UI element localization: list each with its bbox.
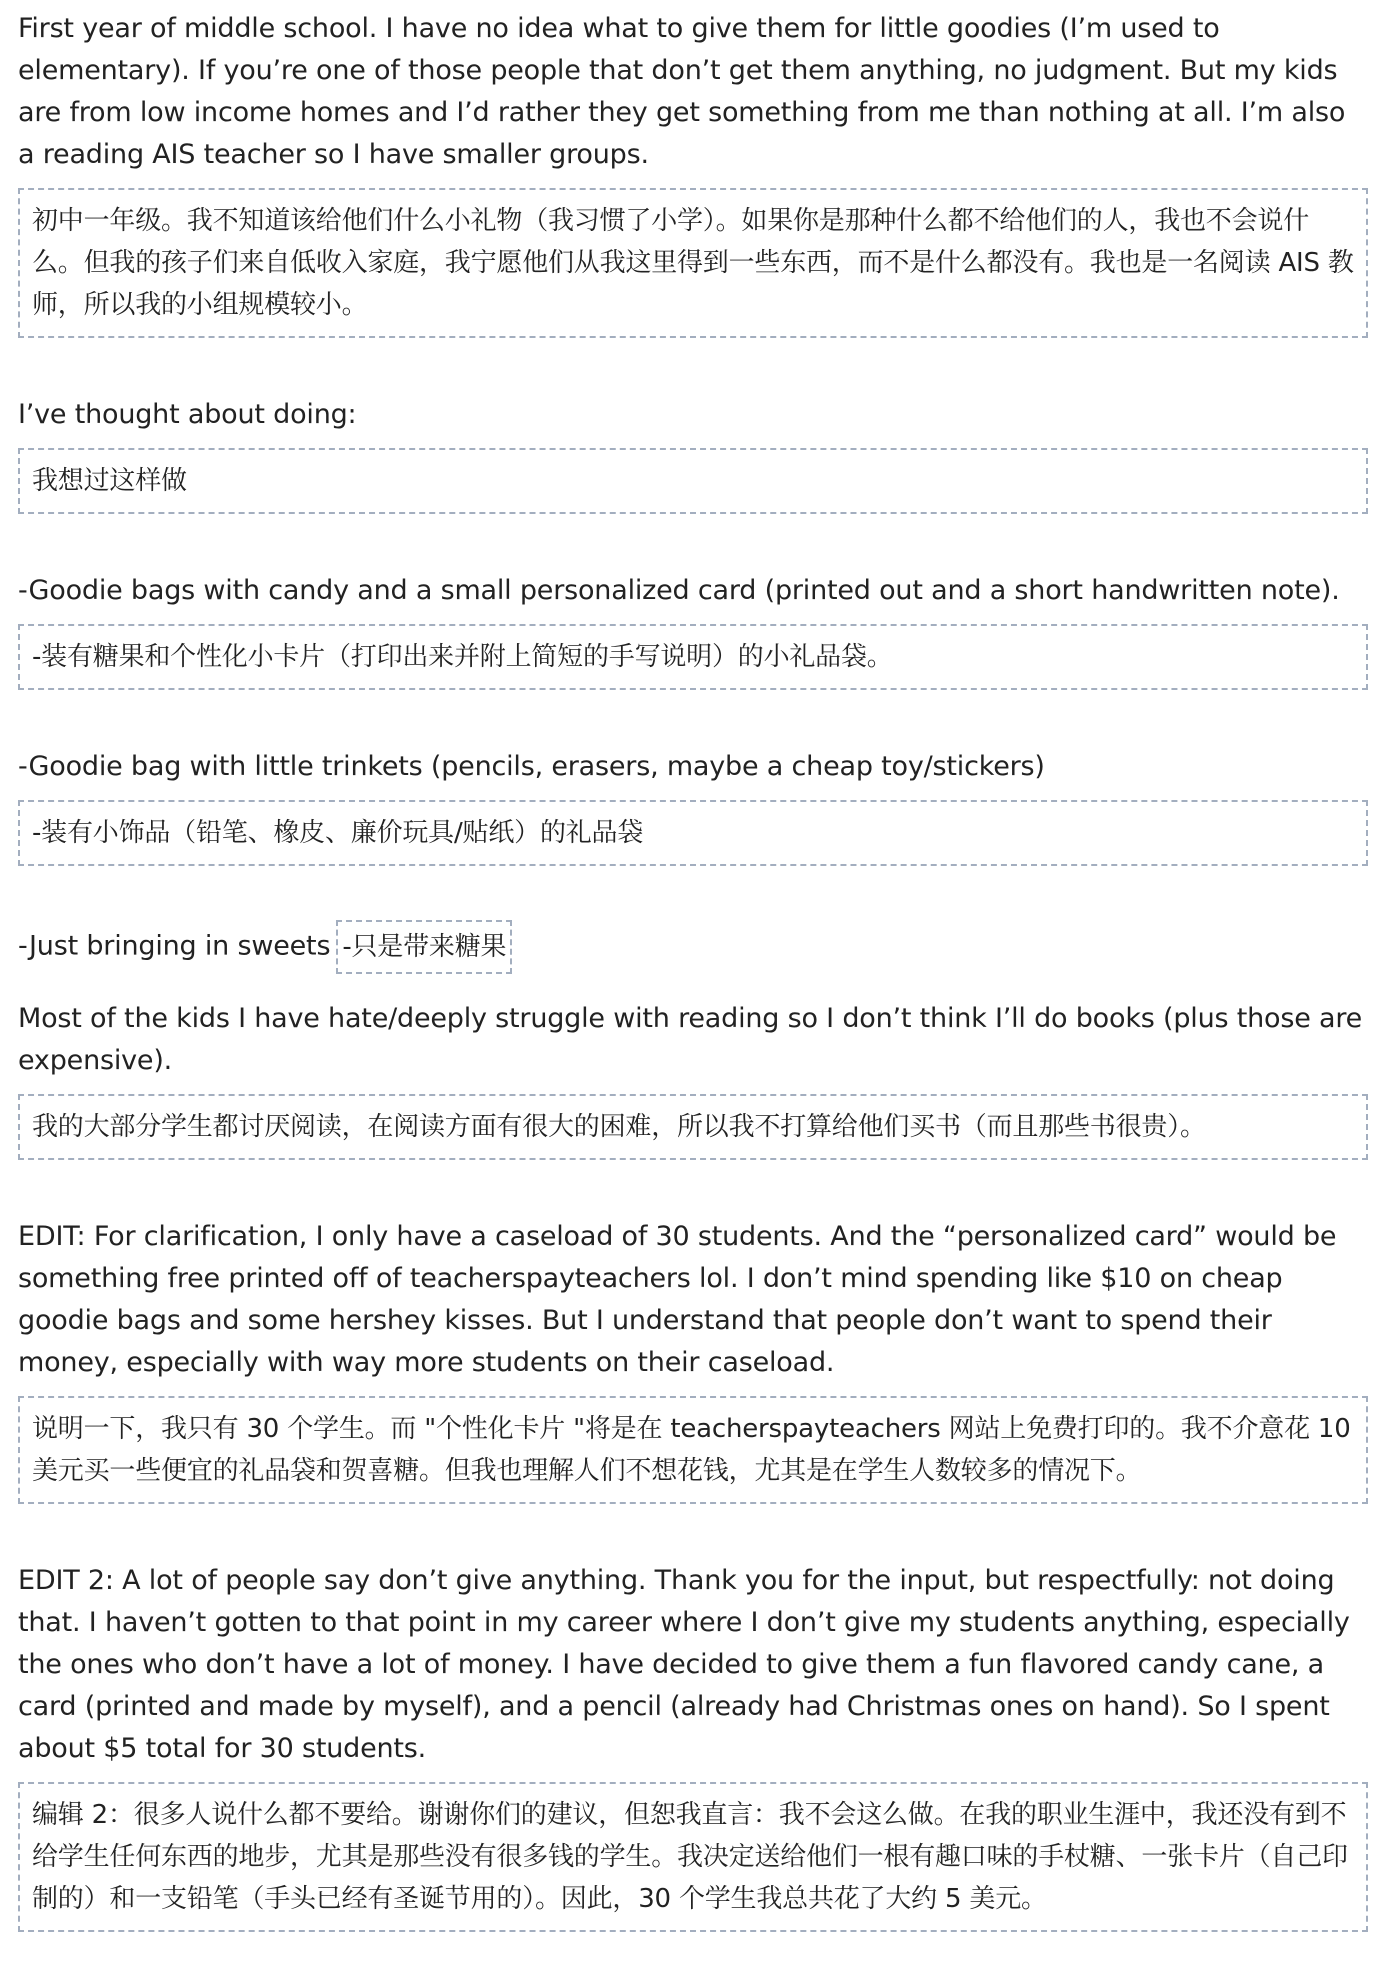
- original-paragraph: -Goodie bags with candy and a small personalized card (printed out and a short handwritten note).: [18, 575, 1340, 606]
- translation-box: 初中一年级。我不知道该给他们什么小礼物（我习惯了小学）。如果你是那种什么都不给他们的人，我也不会说什么。但我的孩子们来自低收入家庭，我宁愿他们从我这里得到一些东西，而不是什么都没有。我也是一名阅读 AIS 教师，所以我的小组规模较小。: [18, 188, 1368, 338]
- original-paragraph: First year of middle school. I have no idea what to give them for little goodies (I’m used to elementary). If you’re one of those people that don’t get them anything, no judgment. But my kids are from low income homes and I’d rather they get something from me than nothing at all. I’m also a reading AIS teacher so I have smaller groups.: [18, 13, 1346, 170]
- translation-box: 我想过这样做: [18, 448, 1368, 514]
- translation-box: 我的大部分学生都讨厌阅读，在阅读方面有很大的困难，所以我不打算给他们买书（而且那些书很贵）。: [18, 1094, 1368, 1160]
- original-text: -Just bringing in sweets: [18, 930, 331, 962]
- original-paragraph: -Goodie bag with little trinkets (pencils, erasers, maybe a cheap toy/stickers): [18, 751, 1045, 782]
- translation-box: -装有小饰品（铅笔、橡皮、廉价玩具/贴纸）的礼品袋: [18, 800, 1368, 866]
- original-paragraph: EDIT: For clarification, I only have a caseload of 30 students. And the “personalized card” would be something free printed off of teacherspayteachers lol. I don’t mind spending like $10 on cheap goodie bags and some hershey kisses. But I understand that people don’t want to spend their money, especially with way more students on their caseload.: [18, 1221, 1337, 1378]
- translation-box: 编辑 2：很多人说什么都不要给。谢谢你们的建议，但恕我直言：我不会这么做。在我的职业生涯中，我还没有到不给学生任何东西的地步，尤其是那些没有很多钱的学生。我决定送给他们一根有趣口味的手杖糖、一张卡片（自己印制的）和一支铅笔（手头已经有圣诞节用的）。因此，30 个学生我总共花了大约 5 美元。: [18, 1782, 1368, 1932]
- original-paragraph: Most of the kids I have hate/deeply struggle with reading so I don’t think I’ll do books (plus those are expensive).: [18, 1003, 1363, 1076]
- original-paragraph-inline: [18, 920, 1368, 974]
- translation-box: -装有糖果和个性化小卡片（打印出来并附上简短的手写说明）的小礼品袋。: [18, 624, 1368, 690]
- inline-translation-box: -只是带来糖果: [336, 920, 512, 974]
- translated-document: [18, 8, 1368, 1932]
- original-paragraph: EDIT 2: A lot of people say don’t give anything. Thank you for the input, but respectfully: not doing that. I haven’t gotten to that point in my career where I don’t give my students anything, especially the ones who don’t have a lot of money. I have decided to give them a fun flavored candy cane, a card (printed and made by myself), and a pencil (already had Christmas ones on hand). So I spent about $5 total for 30 students.: [18, 1565, 1350, 1764]
- original-paragraph: I’ve thought about doing:: [18, 399, 357, 430]
- translation-box: 说明一下，我只有 30 个学生。而 "个性化卡片 "将是在 teacherspayteachers 网站上免费打印的。我不介意花 10 美元买一些便宜的礼品袋和贺喜糖。但我也理解人们不想花钱，尤其是在学生人数较多的情况下。: [18, 1396, 1368, 1504]
